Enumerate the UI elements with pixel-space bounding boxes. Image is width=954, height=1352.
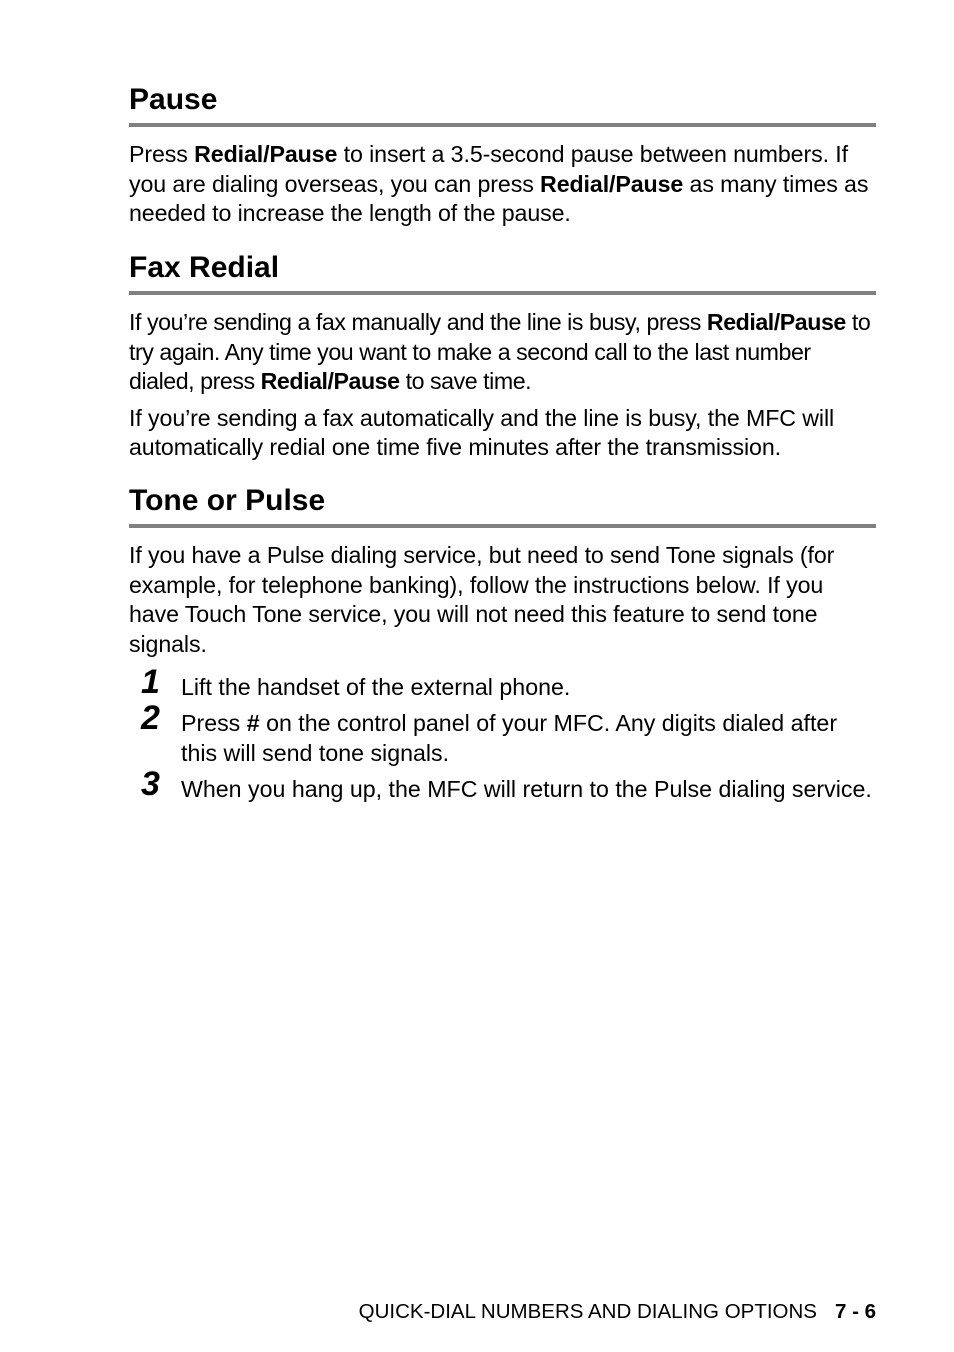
section-pause [129,83,876,229]
text: If you’re sending a fax manually and the line is busy, press [129,309,707,335]
fax-redial-paragraph-2: If you’re sending a fax automatically and the line is busy, the MFC will automatically redial one time five minutes after the transmission. [129,404,835,461]
page-number: 7 - 6 [834,1300,876,1323]
section-rule [129,524,876,528]
text: on the control panel of your MFC. Any digits dialed after this will send tone signals. [181,710,838,766]
text: Press [129,141,195,167]
tone-or-pulse-paragraph: If you have a Pulse dialing service, but need to send Tone signals (for example, for telephone banking), follow the instructions below. If you have Touch Tone service, you will not need this feature to send tone signals. [129,542,835,657]
key-label: Redial/Pause [260,368,400,395]
step-3 [129,765,876,805]
step-text [181,709,876,768]
section-title-pause: Pause [129,83,218,116]
text: as many times as needed to increase the length of the pause. [129,170,869,227]
section-fax-redial [129,251,876,463]
text: Press [181,710,247,736]
step-2 [129,699,876,768]
key-label: Redial/Pause [194,141,338,167]
step-1 [129,663,876,703]
text: to insert a 3.5-second pause between numbers. If you are dialing overseas, you can press [129,141,848,197]
text: to save time. [399,368,532,395]
step-number: 1 [141,663,160,701]
footer-chapter-title: QUICK-DIAL NUMBERS AND DIALING OPTIONS [358,1300,817,1323]
key-label: Redial/Pause [706,309,846,335]
step-text: When you hang up, the MFC will return to the Pulse dialing service. [181,776,872,802]
step-text: Lift the handset of the external phone. [181,674,571,700]
section-title-fax-redial: Fax Redial [129,251,280,284]
page-footer [359,1300,876,1324]
step-number: 3 [141,765,160,803]
section-title-tone-or-pulse: Tone or Pulse [129,484,326,517]
section-tone-or-pulse [129,484,876,659]
pause-paragraph [129,140,876,229]
key-label: Redial/Pause [540,170,684,197]
fax-redial-paragraph-1 [129,308,876,397]
step-number: 2 [141,699,160,737]
section-rule [129,291,876,295]
text: to try again. Any time you want to make a second call to the last number dialed, press [129,309,871,395]
section-rule [129,123,876,127]
key-label: # [246,710,260,736]
